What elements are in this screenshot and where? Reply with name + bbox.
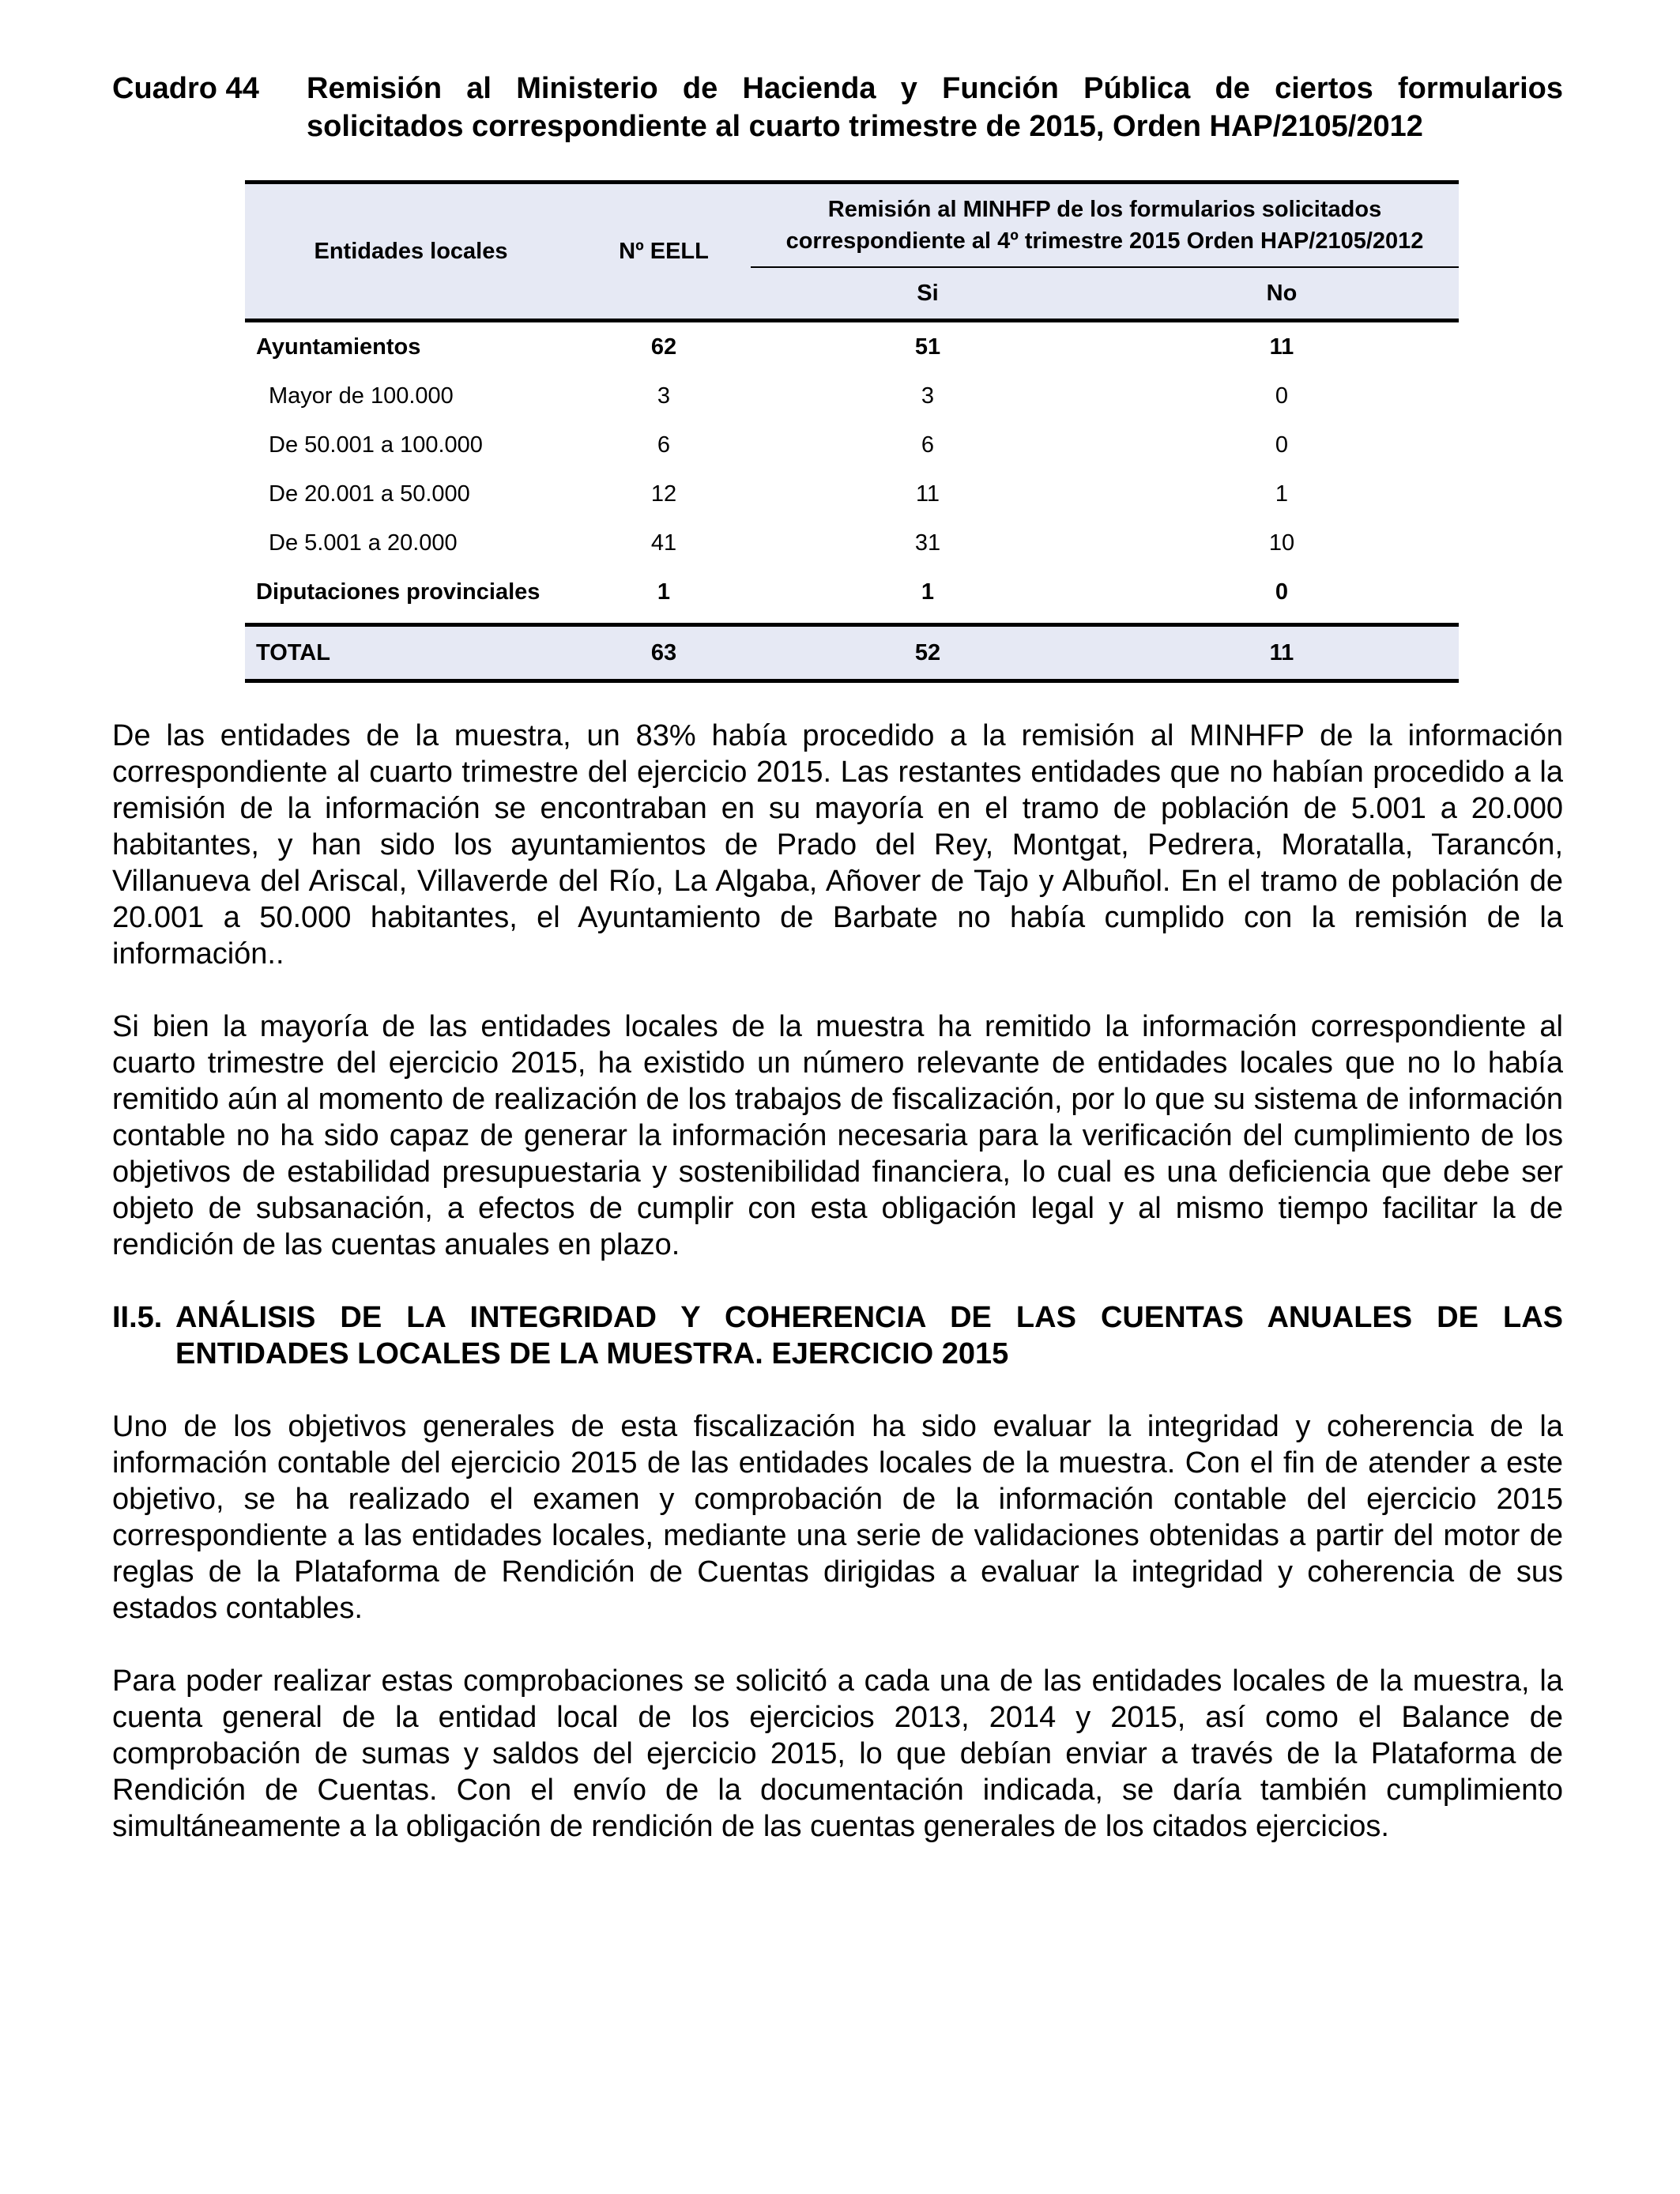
row-no: 10 (1268, 530, 1295, 556)
row-n: 3 (657, 383, 671, 409)
total-si: 52 (751, 625, 1105, 681)
row-no: 0 (1275, 432, 1289, 458)
header-n-eell: Nº EELL (577, 183, 751, 321)
table-row (245, 420, 1459, 469)
row-label: De 50.001 a 100.000 (269, 432, 483, 458)
section-number: II.5. (112, 1301, 163, 1334)
paragraph-remision: De las entidades de la muestra, un 83% había procedido a la remisión al MINHFP de la información correspondiente al cuarto trimestre del ejercicio 2015. Las restantes entidades que no habían procedido a la remisión de la información se encontraban en su mayoría en el tramo de población de 5.001 a 20.000 habitantes, y han sido los ayuntamientos de Prado del Rey, Montgat, Pedrera, Moratalla, Tarancón, Villanueva del Ariscal, Villaverde del Río, La Algaba, Añover de Tajo y Albuñol. En el tramo de población de 20.001 a 50.000 habitantes, el Ayuntamiento de Barbate no había cumplido con la remisión de la información.. (112, 719, 1563, 971)
row-label: Diputaciones provinciales (256, 579, 541, 605)
row-label: De 20.001 a 50.000 (269, 481, 470, 507)
row-label: Ayuntamientos (256, 334, 421, 360)
header-entidades: Entidades locales (245, 183, 577, 321)
data-table (245, 180, 1459, 683)
table-row (245, 371, 1459, 420)
paragraph-comprobaciones: Para poder realizar estas comprobaciones se solicitó a cada una de las entidades locales de la muestra, la cuenta general de la entidad local de los ejercicios 2013, 2014 y 2015, así como el Balance de comprobación de sumas y saldos del ejercicio 2015, lo que debían enviar a través de la Plataforma de Rendición de Cuentas. Con el envío de la documentación indicada, se daría también cumplimiento simultáneamente a la obligación de rendición de las cuentas generales de los citados ejercicios. (112, 1664, 1563, 1843)
table-total-row (245, 625, 1459, 681)
header-si: Si (751, 267, 1105, 321)
header-remision-group (751, 183, 1459, 268)
header-remision-text: Remisión al MINHFP de los formularios solicitados correspondiente al 4º trimestre 2015 Orden HAP/2105/2012 (785, 197, 1424, 254)
header-no: No (1105, 267, 1459, 321)
paragraph-objetivos: Uno de los objetivos generales de esta fiscalización ha sido evaluar la integridad y coherencia de la información contable del ejercicio 2015 de las entidades locales de la muestra. Con el fin de atender a este objetivo, se ha realizado el examen y comprobación de la información contable del ejercicio 2015 correspondiente a las entidades locales, mediante una serie de validaciones obtenidas a partir del motor de reglas de la Plataforma de Rendición de Cuentas dirigidas a evaluar la integridad y coherencia de sus estados contables. (112, 1410, 1563, 1625)
paragraph-deficiencia: Si bien la mayoría de las entidades locales de la muestra ha remitido la información correspondiente al cuarto trimestre del ejercicio 2015, ha existido un número relevante de entidades locales que no lo había remitido aún al momento de realización de los trabajos de fiscalización, por lo que su sistema de información contable no ha sido capaz de generar la información necesaria para la verificación del cumplimiento de los objetivos de estabilidad presupuestaria y sostenibilidad financiera, lo cual es una deficiencia que debe ser objeto de subsanación, a efectos de cumplir con esta obligación legal y al mismo tiempo facilitar la de rendición de las cuentas anuales en plazo. (112, 1010, 1563, 1261)
row-label: De 5.001 a 20.000 (269, 530, 458, 556)
row-n: 1 (657, 579, 671, 605)
row-no: 1 (1275, 481, 1289, 507)
table-row (245, 567, 1459, 616)
table-caption (112, 70, 1563, 145)
document-page (112, 70, 1563, 1845)
row-no: 11 (1269, 334, 1294, 360)
row-si: 3 (921, 383, 935, 409)
row-no: 0 (1275, 383, 1289, 409)
row-si: 31 (914, 530, 941, 556)
row-si: 6 (921, 432, 935, 458)
row-si: 11 (915, 481, 940, 507)
row-n: 62 (650, 334, 677, 360)
caption-label: Cuadro 44 (112, 72, 259, 105)
table-row (245, 518, 1459, 567)
total-n: 63 (577, 625, 751, 681)
row-no: 0 (1275, 579, 1289, 605)
row-si: 51 (914, 334, 941, 360)
table-row (245, 321, 1459, 372)
row-n: 12 (650, 481, 677, 507)
caption-text: Remisión al Ministerio de Hacienda y Función Pública de ciertos formularios solicitados correspondiente al cuarto trimestre de 2015, Orden HAP/2105/2012 (307, 72, 1563, 143)
row-label: Mayor de 100.000 (269, 383, 454, 409)
row-si: 1 (921, 579, 935, 605)
row-n: 41 (650, 530, 677, 556)
row-n: 6 (657, 432, 671, 458)
section-title: ANÁLISIS DE LA INTEGRIDAD Y COHERENCIA DE LAS CUENTAS ANUALES DE LAS ENTIDADES LOCALES DE LA MUESTRA. EJERCICIO 2015 (175, 1301, 1563, 1370)
table-row (245, 469, 1459, 518)
total-label: TOTAL (245, 625, 577, 681)
section-heading (112, 1299, 1563, 1372)
total-no: 11 (1105, 625, 1459, 681)
